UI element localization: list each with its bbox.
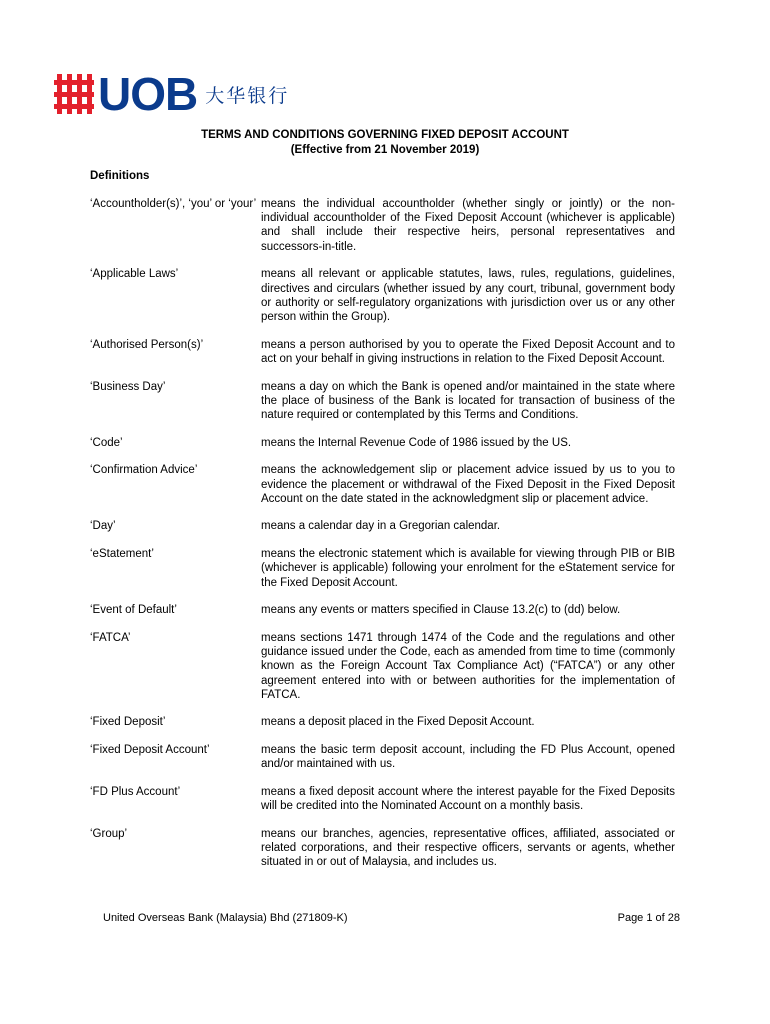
document-title-block (90, 128, 680, 157)
definition-row (90, 715, 675, 729)
definition-meaning: means a calendar day in a Gregorian calendar. (261, 520, 501, 533)
definition-meaning: means the individual accountholder (whether singly or jointly) or the non-individual accountholder of the Fixed Deposit Account (whichever is applicable) and shall include their respective heirs, personal representatives and successors-in-title. (261, 198, 675, 253)
uob-rooftop-mark-icon (52, 72, 96, 116)
definition-term: ‘Day’ (90, 520, 116, 533)
uob-logo (52, 68, 290, 120)
logo-wordmark: UOB (98, 68, 198, 120)
footer-page-number: Page 1 of 28 (617, 912, 680, 924)
definition-term: ‘Group’ (90, 828, 128, 840)
definition-meaning: means the Internal Revenue Code of 1986 issued by the US. (261, 436, 572, 449)
definition-term: ‘Event of Default’ (90, 604, 177, 617)
definition-term: ‘Fixed Deposit Account’ (90, 744, 210, 757)
definition-meaning: means any events or matters specified in Clause 13.2(c) to (dd) below. (261, 604, 621, 617)
page-footer (103, 912, 680, 924)
definition-term: ‘Fixed Deposit’ (90, 716, 166, 729)
definition-term: ‘FATCA’ (90, 631, 131, 644)
definition-term: ‘eStatement’ (90, 548, 154, 561)
definition-row (90, 827, 675, 870)
definition-row (90, 743, 675, 771)
definition-row (90, 631, 675, 702)
definition-meaning: means the acknowledgement slip or placement advice issued by us to you to evidence the placement or withdrawal of the Fixed Deposit in the Fixed Deposit Account on the date stated in the acknowledgment slip or placement advice. (261, 464, 675, 505)
definition-meaning: means a day on which the Bank is opened and/or maintained in the state where the place of business of the Bank is located for transaction of business of the nature required or contemplated by this Terms and Conditions. (261, 380, 675, 421)
definition-meaning: means the electronic statement which is available for viewing through PIB or BIB (whichever is applicable) following your enrolment for the eStatement service for the Fixed Deposit Account. (261, 548, 675, 589)
definition-term: ‘Code’ (90, 436, 123, 449)
definition-meaning: means a fixed deposit account where the interest payable for the Fixed Deposits will be credited into the Nominated Account on a monthly basis. (261, 786, 675, 813)
definition-term: ‘Authorised Person(s)’ (90, 338, 204, 351)
definition-row (90, 519, 675, 533)
definition-term: ‘Business Day’ (90, 380, 166, 393)
logo-chinese-name: 大华银行 (205, 85, 290, 107)
document-effective-date: (Effective from 21 November 2019) (290, 143, 480, 156)
definition-row (90, 785, 675, 813)
footer-company: United Overseas Bank (Malaysia) Bhd (271809-K) (103, 912, 348, 924)
document-title: TERMS AND CONDITIONS GOVERNING FIXED DEPOSIT ACCOUNT (201, 129, 569, 141)
definition-term: ‘FD Plus Account’ (90, 786, 181, 799)
section-heading: Definitions (90, 170, 150, 182)
definition-term: ‘Applicable Laws’ (90, 268, 179, 281)
definition-row (90, 338, 675, 366)
definition-meaning: means all relevant or applicable statutes, laws, rules, regulations, guidelines, directives and circulars (whether issued by any court, tribunal, government body or authority or self-regulatory organizations with jurisdiction over us or any other person within the Group). (261, 268, 675, 323)
definition-row (90, 436, 675, 450)
definition-row (90, 547, 675, 590)
definition-meaning: means the basic term deposit account, including the FD Plus Account, opened and/or maintained with us. (261, 744, 675, 771)
definition-term: ‘Accountholder(s)’, ‘you’ or ‘your’ (90, 198, 257, 210)
definition-term: ‘Confirmation Advice’ (90, 464, 198, 477)
definition-row (90, 380, 675, 423)
definition-row (90, 197, 675, 254)
definition-meaning: means a deposit placed in the Fixed Deposit Account. (261, 716, 535, 729)
definition-meaning: means a person authorised by you to operate the Fixed Deposit Account and to act on your behalf in giving instructions in relation to the Fixed Deposit Account. (261, 338, 675, 365)
definition-row (90, 267, 675, 324)
definition-row (90, 463, 675, 506)
definition-row (90, 603, 675, 617)
definition-meaning: means sections 1471 through 1474 of the Code and the regulations and other guidance issued under the Code, each as amended from time to time (commonly known as the Foreign Account Tax Compliance Act) (“FATCA”) or any other agreement entered into with or between authorities for the implementation of FATCA. (261, 631, 675, 701)
definition-meaning: means our branches, agencies, representative offices, affiliated, associated or related corporations, and their respective officers, servants or agents, whether situated in or out of Malaysia, and includes us. (261, 828, 675, 869)
definitions-list (90, 197, 675, 883)
